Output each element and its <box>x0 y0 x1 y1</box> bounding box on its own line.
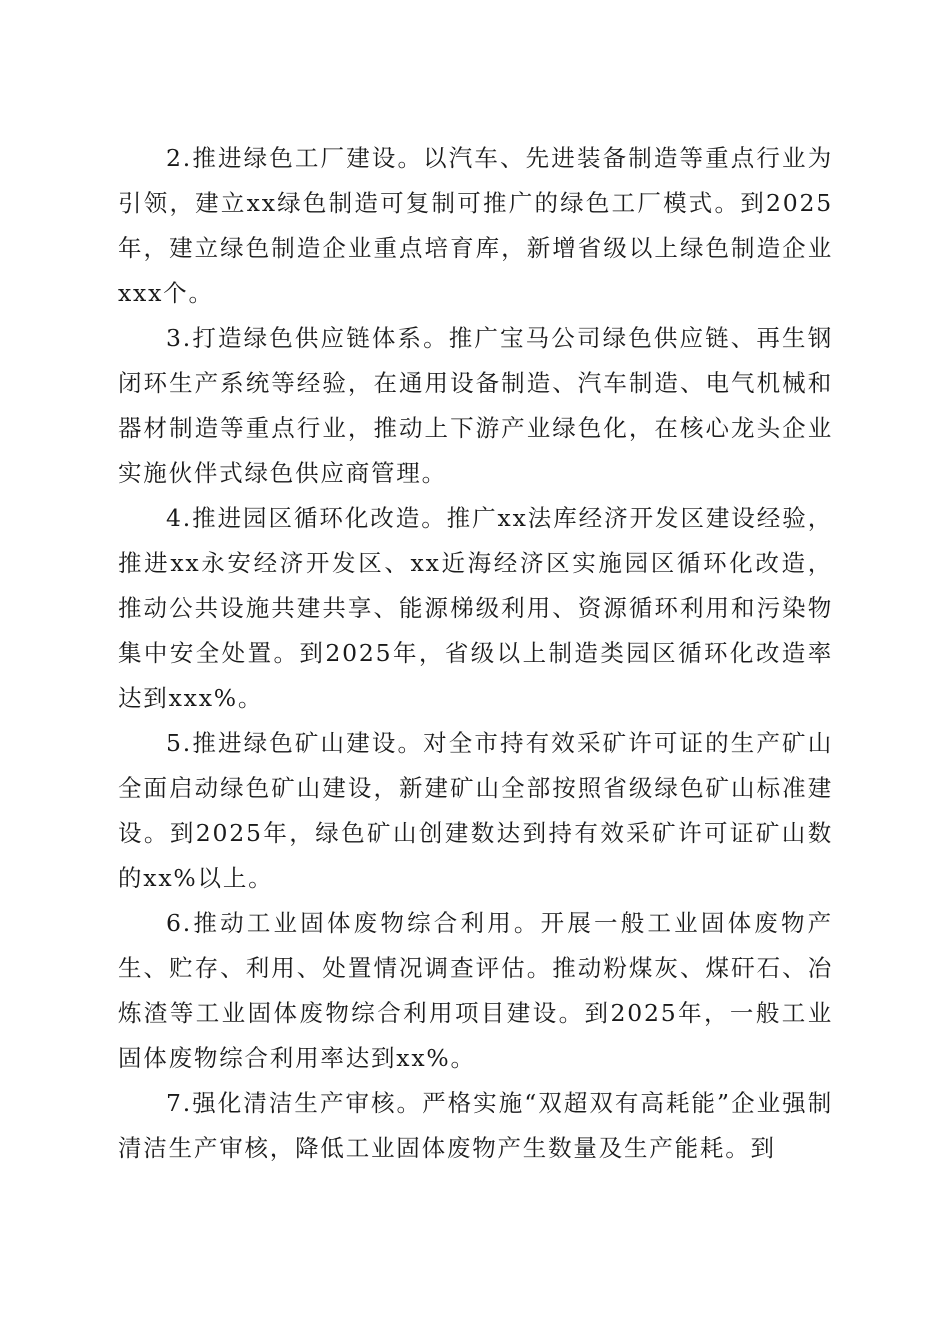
document-body <box>118 136 833 1171</box>
paragraph-park-recycling: 4.推进园区循环化改造。推广xx法库经济开发区建设经验，推进xx永安经济开发区、xx近海经济区实施园区循环化改造，推动公共设施共建共享、能源梯级利用、资源循环利用和污染物集中安全处置。到2025年，省级以上制造类园区循环化改造率达到xxx%。 <box>118 504 833 712</box>
paragraph-green-factory: 2.推进绿色工厂建设。以汽车、先进装备制造等重点行业为引领，建立xx绿色制造可复制可推广的绿色工厂模式。到2025年，建立绿色制造企业重点培育库，新增省级以上绿色制造企业xxx个。 <box>118 144 833 307</box>
paragraph-clean-production: 7.强化清洁生产审核。严格实施“双超双有高耗能”企业强制清洁生产审核，降低工业固体废物产生数量及生产能耗。到 <box>118 1089 833 1162</box>
paragraph-green-mine: 5.推进绿色矿山建设。对全市持有效采矿许可证的生产矿山全面启动绿色矿山建设，新建矿山全部按照省级绿色矿山标准建设。到2025年，绿色矿山创建数达到持有效采矿许可证矿山数的xx%以上。 <box>118 729 833 892</box>
paragraph-solid-waste: 6.推动工业固体废物综合利用。开展一般工业固体废物产生、贮存、利用、处置情况调查评估。推动粉煤灰、煤矸石、冶炼渣等工业固体废物综合利用项目建设。到2025年，一般工业固体废物综合利用率达到xx%。 <box>118 909 833 1072</box>
paragraph-green-supply-chain: 3.打造绿色供应链体系。推广宝马公司绿色供应链、再生钢闭环生产系统等经验，在通用设备制造、汽车制造、电气机械和器材制造等重点行业，推动上下游产业绿色化，在核心龙头企业实施伙伴式绿色供应商管理。 <box>118 324 833 487</box>
